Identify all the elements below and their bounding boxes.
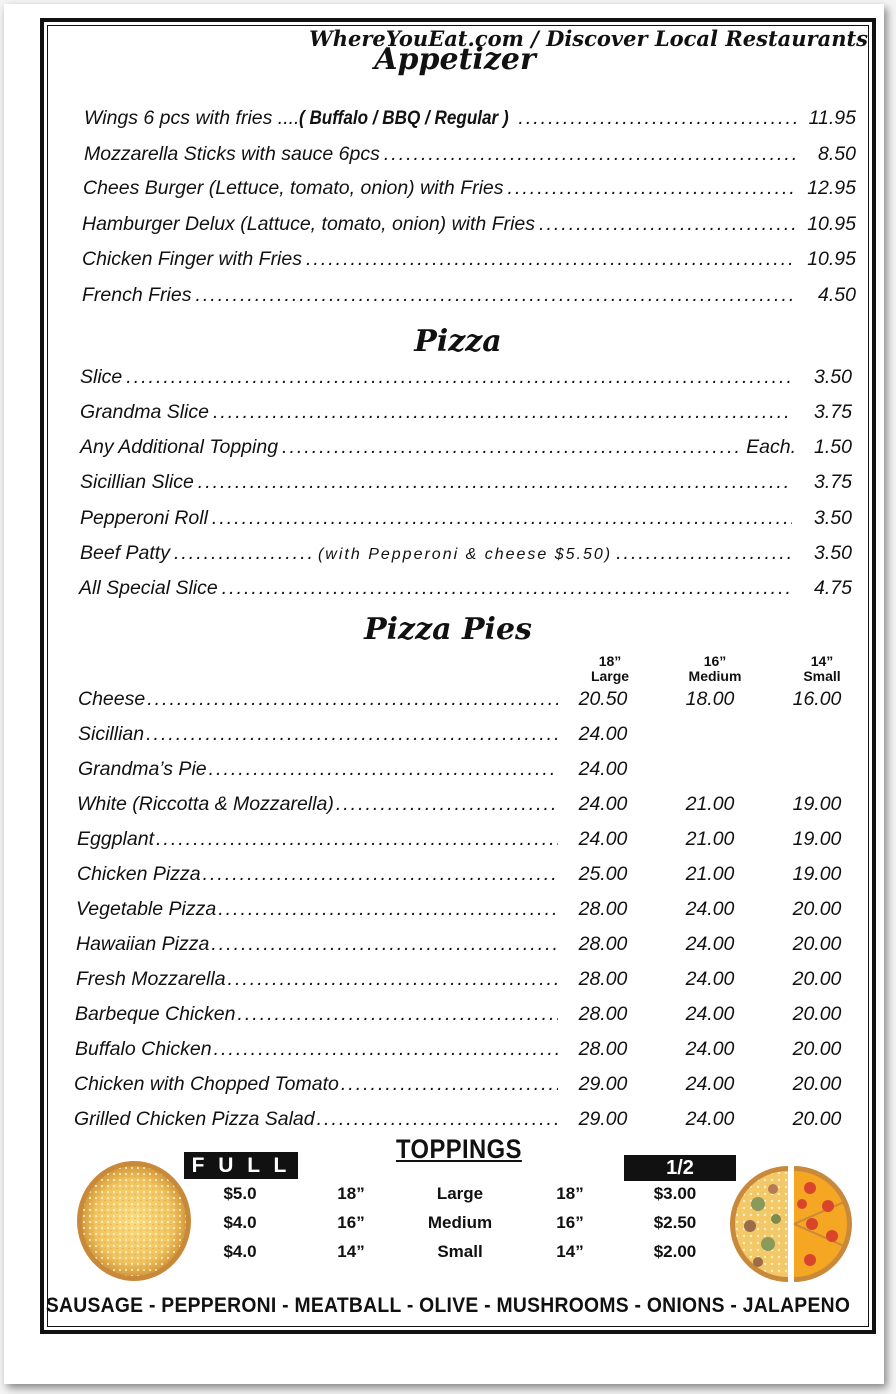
menu-item: Chees Burger (Lettuce, tomato, onion) with Fries ..... 12.95	[83, 177, 856, 200]
toppings-list: SAUSAGE - PEPPERONI - MEATBALL - OLIVE - MUSHROOMS - ONIONS - JALAPENO	[45, 1294, 851, 1317]
topping-half-price: $2.00	[653, 1242, 697, 1261]
half-half-pizza-image	[728, 1164, 854, 1284]
pie-price-large: 20.50	[578, 688, 628, 710]
pie-name: Cheese	[78, 688, 146, 710]
leader-dots	[341, 1073, 558, 1099]
pie-row	[78, 758, 858, 784]
pie-name: Chicken Pizza	[77, 863, 201, 885]
leader-dots	[214, 1038, 558, 1064]
leader-dots	[147, 688, 558, 714]
pie-row	[74, 1073, 854, 1099]
leader-dots	[156, 828, 558, 854]
pie-name: Sicillian	[78, 723, 145, 745]
pie-price-large: 28.00	[578, 933, 628, 955]
pie-price-large: 24.00	[578, 828, 628, 850]
topping-label: Medium	[427, 1213, 493, 1232]
pie-name: Fresh Mozzarella	[76, 968, 226, 990]
pie-price-large: 28.00	[578, 1038, 628, 1060]
pie-price-small: 20.00	[792, 1038, 842, 1060]
pie-price-medium: 24.00	[685, 933, 735, 955]
pie-price-large: 28.00	[578, 1003, 628, 1025]
topping-half-size: 16”	[556, 1213, 584, 1232]
pizza-heading: Pizza	[414, 324, 502, 359]
pie-name: White (Riccotta & Mozzarella)	[77, 793, 334, 815]
topping-half-size: 14”	[556, 1242, 584, 1261]
pie-price-medium: 21.00	[685, 863, 735, 885]
pie-name: Buffalo Chicken	[75, 1038, 212, 1060]
pizza-pies-heading: Pizza Pies	[364, 612, 532, 647]
pie-price-large: 28.00	[578, 898, 628, 920]
leader-dots	[209, 758, 558, 784]
topping-half-price: $2.50	[653, 1213, 697, 1232]
topping-full-price: $4.0	[223, 1213, 257, 1232]
topping-size: 18”	[337, 1184, 365, 1203]
pie-price-large: 29.00	[578, 1108, 628, 1130]
leader-dots	[317, 1108, 558, 1134]
pie-price-medium: 24.00	[685, 968, 735, 990]
menu-item: All Special Slice ..... 4.75	[79, 577, 852, 600]
pie-price-medium: 24.00	[685, 1108, 735, 1130]
pie-name: Hawaiian Pizza	[76, 933, 210, 955]
pie-price-medium: 24.00	[685, 898, 735, 920]
pie-price-large: 29.00	[578, 1073, 628, 1095]
pie-price-large: 24.00	[578, 793, 628, 815]
cheese-pizza-image	[76, 1160, 192, 1282]
pie-price-small: 20.00	[792, 933, 842, 955]
pie-name: Barbeque Chicken	[75, 1003, 236, 1025]
topping-label: Small	[437, 1242, 483, 1261]
toppings-heading: TOPPINGS	[396, 1134, 522, 1164]
pie-price-small: 20.00	[792, 898, 842, 920]
half-badge: 1/2	[624, 1155, 736, 1181]
pie-price-medium: 24.00	[685, 1073, 735, 1095]
pie-row	[77, 828, 857, 854]
menu-item: Grandma Slice ..... 3.75	[80, 401, 852, 424]
topping-full-price: $4.0	[223, 1242, 257, 1261]
pie-price-large: 28.00	[578, 968, 628, 990]
topping-half-price: $3.00	[653, 1184, 697, 1203]
pie-price-small: 19.00	[792, 793, 842, 815]
column-header-small: 14” Small	[803, 653, 841, 684]
menu-item: Chicken Finger with Fries ..... 10.95	[82, 248, 856, 271]
pie-name: Grandma’s Pie	[78, 758, 207, 780]
pie-price-small: 20.00	[792, 968, 842, 990]
appetizer-heading: Appetizer	[374, 42, 536, 77]
leader-dots	[146, 723, 558, 749]
pie-row	[77, 863, 857, 889]
leader-dots	[211, 933, 558, 959]
topping-size: 16”	[337, 1213, 365, 1232]
pie-price-large: 25.00	[578, 863, 628, 885]
pie-price-small: 20.00	[792, 1003, 842, 1025]
pie-price-large: 24.00	[578, 723, 628, 745]
leader-dots	[336, 793, 558, 819]
menu-item: Any Additional Topping ..... Each. 1.50	[80, 436, 852, 459]
pie-price-small: 20.00	[792, 1108, 842, 1130]
pie-row	[76, 933, 856, 959]
pie-row	[77, 793, 857, 819]
pie-price-small: 20.00	[792, 1073, 842, 1095]
pie-price-small: 16.00	[792, 688, 842, 710]
watermark: WhereYouEat.com / Discover Local Restaurants	[309, 26, 868, 51]
pie-row	[78, 723, 858, 749]
pie-name: Grilled Chicken Pizza Salad	[74, 1108, 315, 1130]
pie-name: Vegetable Pizza	[76, 898, 217, 920]
leader-dots	[218, 898, 558, 924]
pie-price-small: 19.00	[792, 863, 842, 885]
pie-row	[78, 688, 858, 714]
pie-price-large: 24.00	[578, 758, 628, 780]
leader-dots	[237, 1003, 558, 1029]
menu-item: Mozzarella Sticks with sauce 6pcs ..... 8.50	[84, 143, 856, 166]
pie-name: Eggplant	[77, 828, 154, 850]
full-badge: F U L L	[184, 1152, 298, 1179]
pie-price-medium: 21.00	[685, 793, 735, 815]
pie-price-medium: 24.00	[685, 1038, 735, 1060]
pie-price-medium: 24.00	[685, 1003, 735, 1025]
pie-row	[76, 968, 856, 994]
leader-dots	[228, 968, 558, 994]
pie-price-small: 19.00	[792, 828, 842, 850]
topping-size: 14”	[337, 1242, 365, 1261]
menu-item: Pepperoni Roll ..... 3.50	[80, 507, 852, 530]
topping-label: Large	[436, 1184, 484, 1203]
menu-item: Hamburger Delux (Lattuce, tomato, onion) with Fries ..... 10.95	[82, 213, 856, 236]
menu-item: French Fries ..... 4.50	[82, 284, 856, 307]
pie-row	[75, 1038, 855, 1064]
pie-name: Chicken with Chopped Tomato	[74, 1073, 339, 1095]
pie-price-medium: 21.00	[685, 828, 735, 850]
menu-item: Beef Patty ..... (with Pepperoni & cheese $5.50) ..... 3.50	[80, 542, 852, 565]
pie-price-medium: 18.00	[685, 688, 735, 710]
menu-item: Slice ..... 3.50	[80, 366, 852, 389]
column-header-large: 18” Large	[590, 653, 630, 684]
topping-full-price: $5.0	[223, 1184, 257, 1203]
pie-row	[76, 898, 856, 924]
column-header-medium: 16” Medium	[688, 653, 742, 684]
menu-item: Wings 6 pcs with fries .... ( Buffalo / BBQ / Regular ) ..... 11.95	[84, 107, 856, 130]
leader-dots	[203, 863, 558, 889]
pie-row	[75, 1003, 855, 1029]
menu-item: Sicillian Slice ..... 3.75	[80, 471, 852, 494]
topping-half-size: 18”	[556, 1184, 584, 1203]
pie-row	[74, 1108, 854, 1134]
